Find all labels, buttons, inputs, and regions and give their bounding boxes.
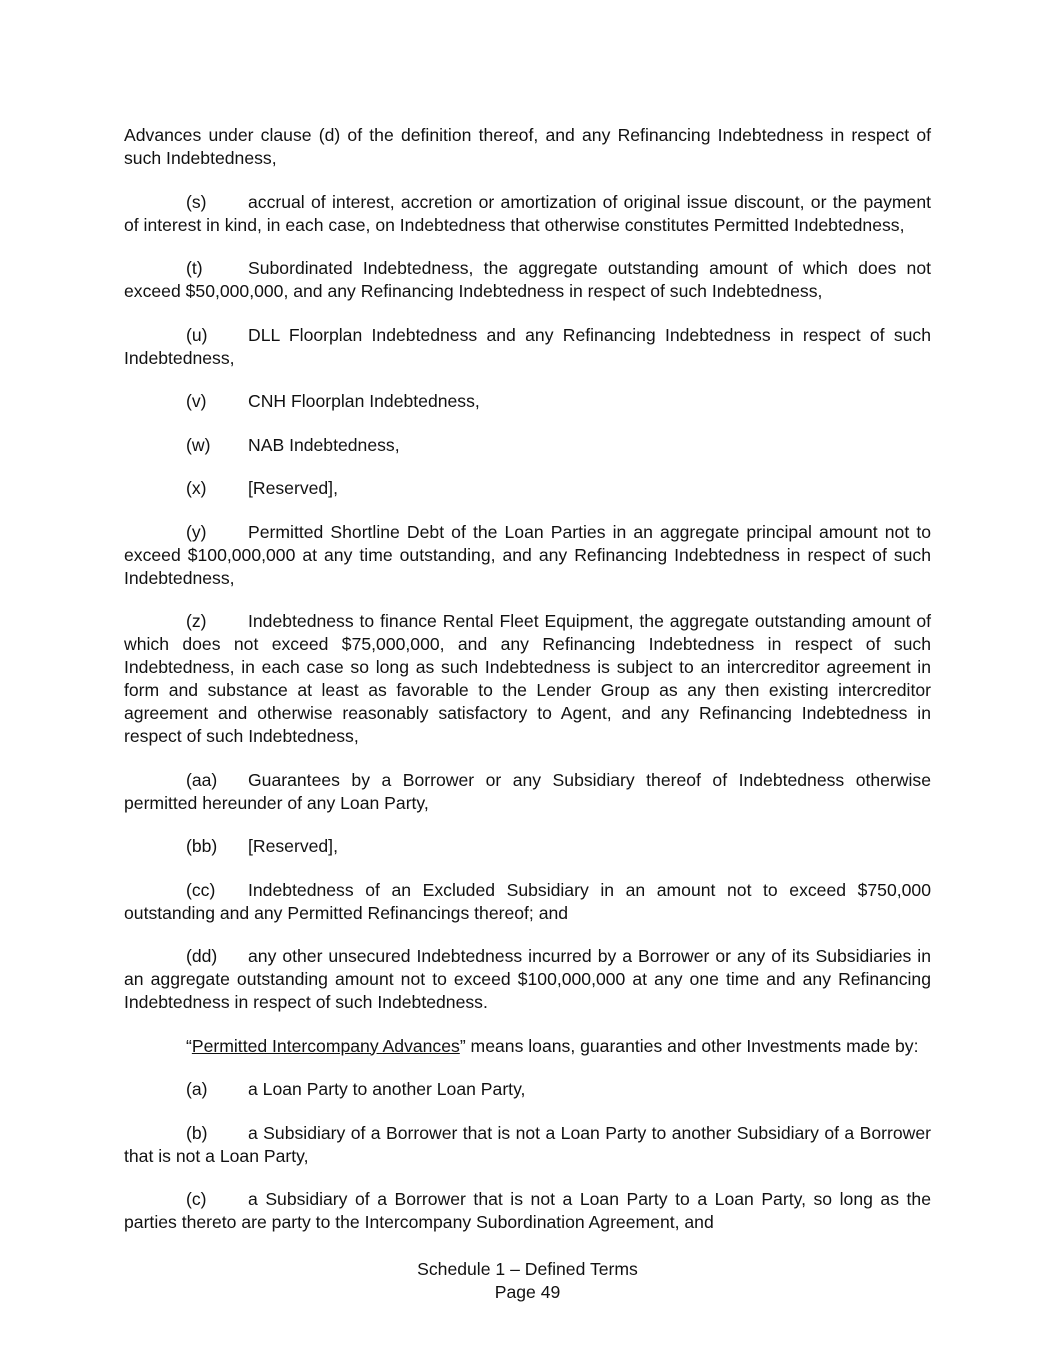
item-text: Indebtedness to finance Rental Fleet Equipment, the aggregate outstanding amount of which does not exceed $75,000,000, and any Refinancing Indebtedness in respect of such Indebtedness, in each case so long as such Indebtedness is subject to an intercreditor agreement in form and substance at least as favorable to the Lender Group as any then existing intercreditor agreement and otherwise reasonably satisfactory to Agent, and any Refinancing Indebtedness in respect of such Indebtedness, — [124, 611, 931, 746]
document-body — [124, 124, 931, 1255]
item-label: (cc) — [186, 879, 216, 900]
item-label: (s) — [186, 191, 207, 212]
list-permitted-indebtedness — [124, 191, 931, 1015]
footer-schedule-title: Schedule 1 – Defined Terms — [417, 1259, 638, 1279]
item-text: Indebtedness of an Excluded Subsidiary in an amount not to exceed $750,000 outstanding and any Permitted Refinancings thereof; and — [124, 879, 931, 923]
item-label: (b) — [186, 1122, 208, 1143]
list-item — [124, 835, 931, 858]
item-text: any other unsecured Indebtedness incurred by a Borrower or any of its Subsidiaries in an aggregate outstanding amount not to exceed $100,000,000 at any one time and any Refinancing Indebtedness in respect of such Indebtedness. — [124, 946, 931, 1012]
definition-text: means loans, guaranties and other Investments made by: — [465, 1035, 919, 1056]
open-quote: “ — [186, 1035, 192, 1056]
list-item — [124, 390, 931, 413]
item-label: (t) — [186, 258, 203, 278]
intro-paragraph: Advances under clause (d) of the definition thereof, and any Refinancing Indebtedness in respect of such Indebtedness, — [124, 125, 931, 168]
list-item — [124, 769, 931, 815]
item-text: a Subsidiary of a Borrower that is not a Loan Party to a Loan Party, so long as the parties thereto are party to the Intercompany Subordination Agreement, and — [124, 1189, 931, 1232]
list-item — [124, 1078, 931, 1101]
item-label: (a) — [186, 1079, 208, 1099]
list-item — [124, 521, 931, 590]
list-item — [124, 1188, 931, 1234]
item-label: (z) — [186, 611, 207, 631]
item-text: Permitted Shortline Debt of the Loan Parties in an aggregate principal amount not to exceed $100,000,000 at any time outstanding, and any Refinancing Indebtedness in respect of such Indebtedness, — [124, 521, 931, 588]
list-item — [124, 257, 931, 303]
item-text: [Reserved], — [248, 836, 338, 856]
item-label: (u) — [186, 324, 208, 345]
list-item — [124, 434, 931, 457]
list-item — [124, 945, 931, 1014]
item-label: (v) — [186, 391, 207, 411]
item-label: (bb) — [186, 836, 218, 856]
item-label: (w) — [186, 434, 211, 455]
list-item — [124, 610, 931, 748]
item-text: a Loan Party to another Loan Party, — [248, 1079, 526, 1099]
item-text: Guarantees by a Borrower or any Subsidiary thereof of Indebtedness otherwise permitted hereunder of any Loan Party, — [124, 769, 931, 813]
item-text: [Reserved], — [248, 478, 338, 498]
close-quote: ” — [459, 1035, 466, 1056]
page-footer — [0, 1258, 1055, 1304]
definition-paragraph — [124, 1035, 931, 1058]
item-label: (y) — [186, 521, 207, 542]
footer-page-number: Page 49 — [494, 1282, 561, 1302]
item-text: DLL Floorplan Indebtedness and any Refinancing Indebtedness in respect of such Indebtedness, — [124, 324, 931, 368]
list-item — [124, 324, 931, 370]
item-label: (aa) — [186, 769, 218, 790]
item-text: CNH Floorplan Indebtedness, — [248, 391, 480, 411]
list-intercompany-advances — [124, 1078, 931, 1234]
item-text: NAB Indebtedness, — [248, 434, 400, 455]
item-label: (dd) — [186, 946, 218, 966]
item-text: accrual of interest, accretion or amortization of original issue discount, or the payment of interest in kind, in each case, on Indebtedness that otherwise constitutes Permitted Indebtedness, — [124, 191, 931, 235]
list-item — [124, 1122, 931, 1168]
item-text: Subordinated Indebtedness, the aggregate outstanding amount of which does not exceed $50,000,000, and any Refinancing Indebtedness in respect of such Indebtedness, — [124, 258, 931, 301]
item-label: (x) — [186, 478, 207, 498]
list-item — [124, 879, 931, 925]
list-item — [124, 477, 931, 500]
list-item — [124, 191, 931, 237]
item-text: a Subsidiary of a Borrower that is not a Loan Party to another Subsidiary of a Borrower that is not a Loan Party, — [124, 1122, 931, 1166]
defined-term: Permitted Intercompany Advances — [191, 1035, 460, 1056]
item-label: (c) — [186, 1189, 207, 1209]
